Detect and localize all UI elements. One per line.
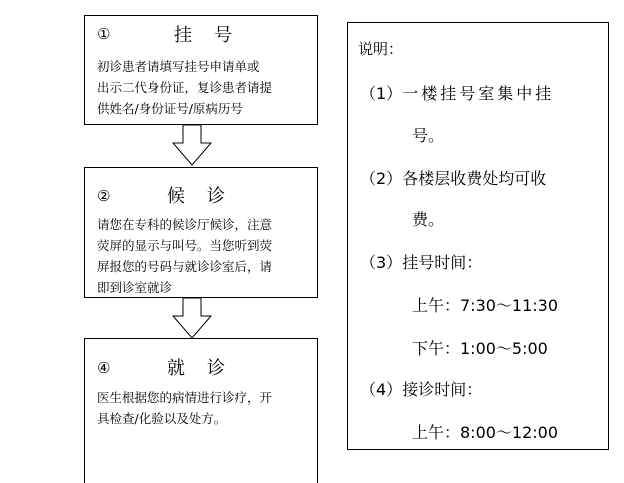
notes-item-label: （3） [360,253,403,272]
notes-item [360,250,482,273]
notes-item [412,207,444,230]
notes-item-text: 下午：1:00～5:00 [412,339,548,358]
step-registration-box [84,15,318,125]
notes-item [360,166,546,189]
notes-item-text: 挂号时间： [402,253,483,272]
step-waiting-header [85,168,317,207]
notes-item-text: 一楼挂号室集中挂 [402,84,555,103]
step-registration-line: 供姓名/身份证号/原病历号 [97,101,243,116]
notes-item [412,336,548,359]
notes-title: 说明： [358,40,404,58]
step-consultation-line: 具检查/化验以及处方。 [97,411,227,426]
step-waiting-title: 候诊 [167,186,247,207]
step-waiting-box [84,167,318,298]
step-registration-header [85,16,317,46]
step-consultation-header [85,339,317,379]
notes-item-text: 接诊时间： [402,380,483,399]
notes-item-text: 号。 [412,126,445,145]
notes-item [360,377,482,400]
step-registration-line: 出示二代身份证，复诊患者请提 [97,80,273,95]
step-registration-number: ① [97,25,111,43]
step-waiting-line: 请您在专科的候诊厅候诊，注意 [97,217,273,232]
notes-item-text: 费。 [412,210,445,229]
step-consultation-line: 医生根据您的病情进行诊疗，开 [97,390,273,405]
notes-item-label: （1） [360,84,403,103]
step-consultation-text [97,387,309,429]
step-waiting-line: 即到诊室就诊 [97,280,173,295]
notes-item-text: 各楼层收费处均可收 [402,169,547,188]
step-consultation-box [84,338,318,483]
notes-item [412,293,558,316]
notes-item-label: （2） [360,169,403,188]
notes-item [412,420,558,443]
step-waiting-line: 荧屏的显示与叫号。当您听到荧 [97,238,273,253]
notes-item [360,81,554,104]
notes-item-text: 上午：7:30～11:30 [412,296,559,315]
step-waiting-line: 屏报您的号码与就诊诊室后，请 [97,259,273,274]
step-consultation-title: 就诊 [167,358,247,379]
step-registration-line: 初诊患者请填写挂号申请单或 [97,59,260,74]
notes-box [347,22,609,450]
step-waiting-number: ② [97,187,111,205]
notes-item [412,123,444,146]
step-waiting-text [97,214,309,298]
step-consultation-number: ④ [97,359,111,377]
down-arrow-icon [170,298,214,342]
step-registration-title: 挂号 [174,25,254,46]
down-arrow-icon [170,125,214,169]
notes-item-text: 上午：8:00～12:00 [412,423,559,442]
step-registration-text [97,56,309,119]
notes-item-label: （4） [360,380,403,399]
